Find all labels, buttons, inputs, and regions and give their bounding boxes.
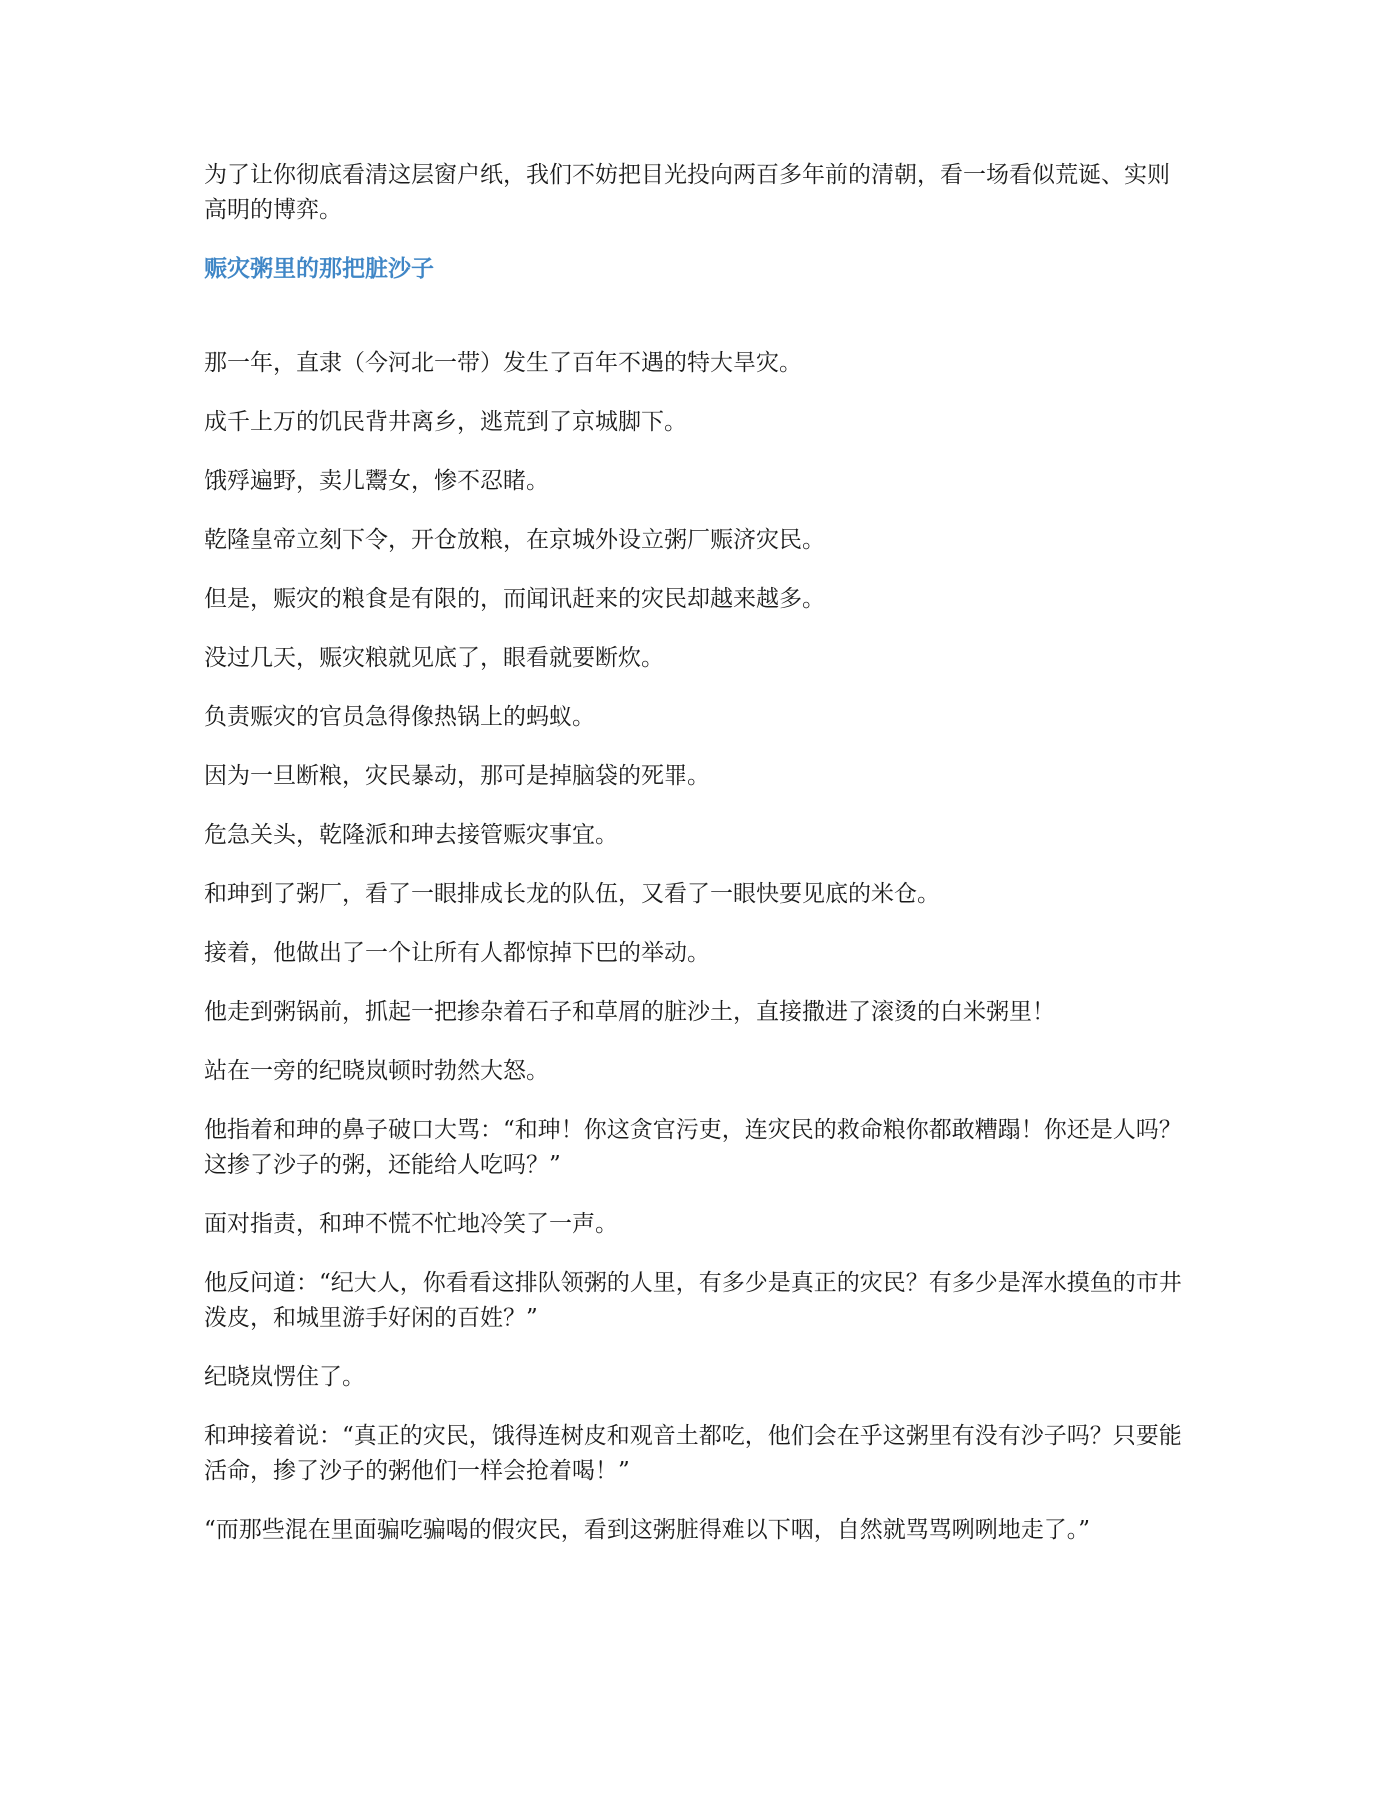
- body-paragraph: 饿殍遍野，卖儿鬻女，惨不忍睹。: [204, 468, 549, 494]
- body-paragraph: 负责赈灾的官员急得像热锅上的蚂蚁。: [204, 704, 595, 730]
- document-page: [204, 158, 1189, 1572]
- section-heading: 赈灾粥里的那把脏沙子: [204, 256, 434, 282]
- body-paragraph: 和珅到了粥厂，看了一眼排成长龙的队伍，又看了一眼快要见底的米仓。: [204, 881, 940, 907]
- body-paragraph: 没过几天，赈灾粮就见底了，眼看就要断炊。: [204, 645, 664, 671]
- body-paragraph: 乾隆皇帝立刻下令，开仓放粮，在京城外设立粥厂赈济灾民。: [204, 527, 825, 553]
- body-paragraph: 但是，赈灾的粮食是有限的，而闻讯赶来的灾民却越来越多。: [204, 586, 825, 612]
- body-paragraph: “而那些混在里面骗吃骗喝的假灾民，看到这粥脏得难以下咽，自然就骂骂咧咧地走了。”: [204, 1517, 1091, 1543]
- body-paragraph: 纪晓岚愣住了。: [204, 1364, 365, 1390]
- body-paragraph: 他反问道：“纪大人，你看看这排队领粥的人里，有多少是真正的灾民？有多少是浑水摸鱼的市井泼皮，和城里游手好闲的百姓？”: [204, 1270, 1182, 1331]
- body-paragraph: 他走到粥锅前，抓起一把掺杂着石子和草屑的脏沙土，直接撒进了滚烫的白米粥里！: [204, 999, 1055, 1025]
- body-paragraph: 危急关头，乾隆派和珅去接管赈灾事宜。: [204, 822, 618, 848]
- body-paragraph: 面对指责，和珅不慌不忙地冷笑了一声。: [204, 1211, 618, 1237]
- body-paragraph: 和珅接着说：“真正的灾民，饿得连树皮和观音土都吃，他们会在乎这粥里有没有沙子吗？只要能活命，掺了沙子的粥他们一样会抢着喝！”: [204, 1423, 1182, 1484]
- body-paragraph: 成千上万的饥民背井离乡，逃荒到了京城脚下。: [204, 409, 687, 435]
- body-paragraph: 接着，他做出了一个让所有人都惊掉下巴的举动。: [204, 940, 710, 966]
- body-paragraph: 站在一旁的纪晓岚顿时勃然大怒。: [204, 1058, 549, 1084]
- intro-paragraph: 为了让你彻底看清这层窗户纸，我们不妨把目光投向两百多年前的清朝，看一场看似荒诞、实则高明的博弈。: [204, 162, 1170, 223]
- body-paragraph: 因为一旦断粮，灾民暴动，那可是掉脑袋的死罪。: [204, 763, 710, 789]
- body-paragraph: 他指着和珅的鼻子破口大骂：“和珅！你这贪官污吏，连灾民的救命粮你都敢糟蹋！你还是人吗？这掺了沙子的粥，还能给人吃吗？”: [204, 1117, 1182, 1178]
- body-paragraph: 那一年，直隶（今河北一带）发生了百年不遇的特大旱灾。: [204, 350, 802, 376]
